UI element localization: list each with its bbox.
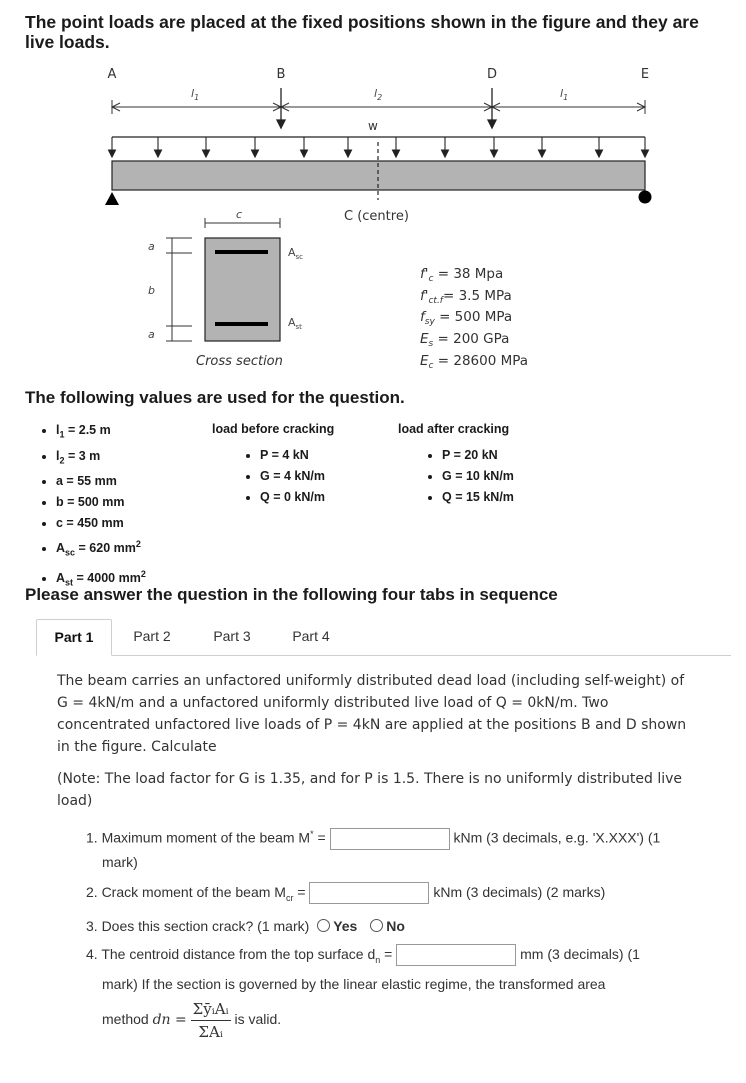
udl-arrow-head <box>155 150 162 157</box>
tab-bar <box>36 619 731 656</box>
svg-text:c: c <box>236 208 243 221</box>
tab-part-4[interactable]: Part 4 <box>292 628 330 644</box>
span-label-l1-left <box>191 87 199 102</box>
beam-figure <box>0 60 746 380</box>
udl-arrow-head <box>301 150 308 157</box>
svg-text:Ast: $A_{st}$ <box>288 316 302 331</box>
param-c: • c = 450 mm <box>56 513 146 534</box>
values-heading: The following values are used for the question. <box>25 388 405 407</box>
span-label-l1-right <box>560 87 568 102</box>
after-load-p: • P = 20 kN <box>442 445 514 466</box>
page-heading: The point loads are placed at the fixed positions shown in the figure and they are live loads. <box>25 12 699 52</box>
after-load-q: • Q = 15 kN/m <box>442 487 514 508</box>
roller-support-E <box>639 191 652 204</box>
dimension-line <box>112 100 645 114</box>
param-ast: • $A_{st} = 4000$ $mm^2$ <box>56 564 146 594</box>
svg-text:Ec = 28600 MPa: $E_c = 28600$ MPa <box>420 353 529 371</box>
svg-text:b: b <box>148 284 155 297</box>
svg-text:l2: $l_2$ <box>374 87 383 102</box>
yes-radio[interactable] <box>317 919 330 932</box>
svg-text:l1: $l_1$ <box>191 87 200 102</box>
svg-text:fsy = 500 MPa: $f_{sy} = 500$ MPa <box>420 309 513 327</box>
part1-note: (Note: The load factor for G is 1.35, and for P is 1.5. There is no uniformly distributed live load) <box>57 771 683 809</box>
svg-text:Es = 200 GPa: $E_s = 200$ GPa <box>420 331 510 349</box>
svg-text:a: a <box>148 240 155 253</box>
question-4: 4. The centroid distance from the top surface $d_n$ = mm (3 decimals) (1 mark) If the section is governed by the linear elastic regime, the transformed area <box>86 945 640 992</box>
method-formula: method dn = $\frac{\text{ΣȳᵢAᵢ}}{\text{ΣAᵢ}}$ is valid. <box>102 999 282 1041</box>
param-l2: • $l_2 = 3$ m <box>56 446 146 472</box>
cross-section-label: Cross section <box>196 354 283 369</box>
span-label-l2 <box>374 87 382 102</box>
after-heading: load after cracking <box>398 422 510 436</box>
centroid-fraction: $\frac{\text{ΣȳᵢAᵢ}}{\text{ΣAᵢ}}$ <box>192 999 229 1041</box>
udl-arrow-head <box>252 150 259 157</box>
label-D: D <box>486 67 498 82</box>
svg-text:a: a <box>148 328 155 341</box>
part1-paragraph: The beam carries an unfactored uniformly distributed dead load (including self-weight) of G = 4kN/m and a unfactored uniformly distributed live load of Q = 0kN/m. Two concentrated unfactored live loads of P = 4kN are applied at the positions B and D shown in the figure. Calculate <box>57 673 687 755</box>
udl-arrow-head <box>491 150 498 157</box>
udl-arrow-head <box>642 150 649 157</box>
max-moment-input[interactable] <box>330 828 450 850</box>
udl-arrow-head <box>539 150 546 157</box>
svg-text:l1: $l_1$ <box>560 87 569 102</box>
udl-arrow-head <box>203 150 210 157</box>
param-l1: • $l_1 = 2.5$ m <box>56 420 146 446</box>
udl-label: w <box>368 119 378 133</box>
before-loads <box>242 445 325 508</box>
param-b: • b = 500 mm <box>56 492 146 513</box>
udl-arrow-head <box>345 150 352 157</box>
label-A: A <box>107 67 117 82</box>
param-list <box>38 420 146 593</box>
tab-part-1[interactable]: Part 1 <box>36 619 112 656</box>
before-load-q: • Q = 0 kN/m <box>260 487 325 508</box>
before-load-g: • G = 4 kN/m <box>260 466 325 487</box>
answer-heading: Please answer the question in the following four tabs in sequence <box>25 585 558 604</box>
before-load-p: • P = 4 kN <box>260 445 325 466</box>
tab-part-3[interactable]: Part 3 <box>213 628 251 644</box>
param-asc: • $A_{sc} = 620$ $mm^2$ <box>56 534 146 564</box>
svg-text:f'ct.f= 3.5 MPa: $f'_{ct.f}= 3.5$ MPa <box>420 288 512 306</box>
svg-text:f'c = 38 Mpa: $f'_c = 38$ Mpa <box>420 266 504 284</box>
label-B: B <box>276 67 286 82</box>
svg-text:Asc: $A_{sc}$ <box>288 246 304 261</box>
centre-label: C (centre) <box>344 209 409 224</box>
param-a: • a = 55 mm <box>56 471 146 492</box>
before-heading: load before cracking <box>212 422 335 436</box>
udl-arrow-head <box>109 150 116 157</box>
no-radio[interactable] <box>370 919 383 932</box>
centroid-input[interactable] <box>396 944 516 966</box>
udl-arrow-head <box>596 150 603 157</box>
material-properties <box>420 266 528 371</box>
udl-arrows <box>109 137 649 157</box>
crack-moment-input[interactable] <box>309 882 429 904</box>
question-list <box>86 822 716 1041</box>
udl-arrow-head <box>442 150 449 157</box>
udl-arrow-head <box>393 150 400 157</box>
cross-section <box>148 208 303 369</box>
pin-support-A <box>105 192 119 205</box>
question-2: 2. Crack moment of the beam $M_{cr}$ = kNm (3 decimals) (2 marks) <box>86 883 606 903</box>
question-1: 1. Maximum moment of the beam M* = kNm (3 decimals, e.g. 'X.XXX') (1 mark) <box>86 829 661 870</box>
tab-part-2[interactable]: Part 2 <box>133 628 171 644</box>
after-load-g: • G = 10 kN/m <box>442 466 514 487</box>
question-3: 3. Does this section crack? (1 mark) Yes No <box>86 917 405 934</box>
after-loads <box>424 445 514 508</box>
part1-body <box>57 670 697 812</box>
label-E: E <box>640 67 650 82</box>
